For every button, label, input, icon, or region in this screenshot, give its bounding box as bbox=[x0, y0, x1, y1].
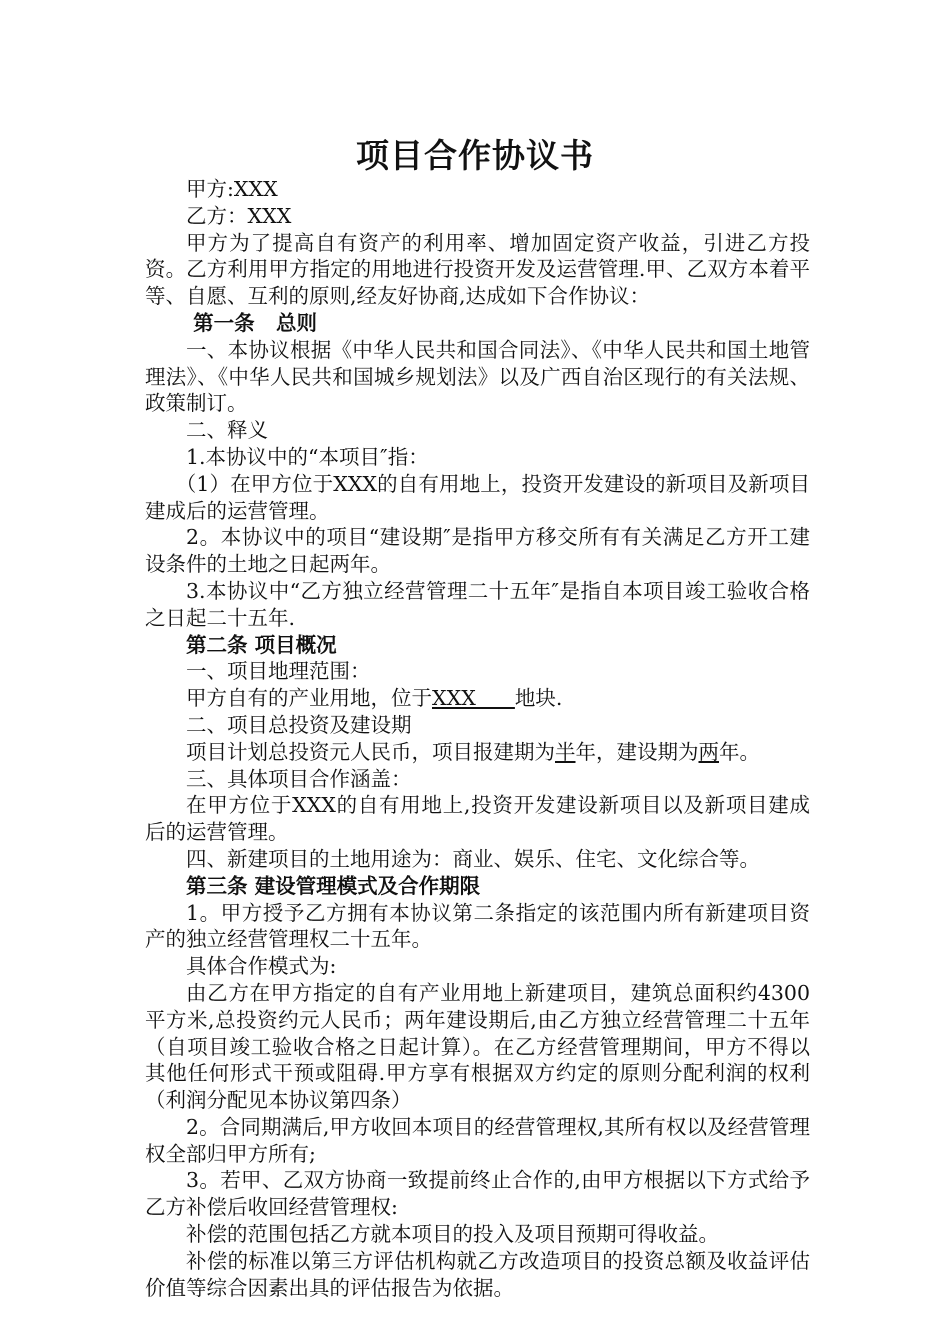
article-2-para-2-prefix: 甲方自有的产业用地，位于 bbox=[186, 686, 432, 711]
article-1-para-1: 一、本协议根据《中华人民共和国合同法》、《中华人民共和国土地管理法》、《中华人民共和国城乡规划法》以及广西自治区现行的有关法规、政策制订。 bbox=[145, 337, 810, 416]
article-1-para-3: 1.本协议中的“本项目″指： bbox=[186, 444, 429, 469]
article-3-para-1: 1。甲方授予乙方拥有本协议第二条指定的该范围内所有新建项目资产的独立经营管理权二十五年。 bbox=[145, 900, 810, 952]
article-1-para-4: （1）在甲方位于XXX的自有用地上，投资开发建设的新项目及新项目建成后的运营管理。 bbox=[145, 471, 810, 523]
article-2-para-2-suffix: 地块. bbox=[514, 686, 563, 711]
article-2-para-4-a: 项目计划总投资元人民币，项目报建期为 bbox=[186, 739, 555, 764]
article-3-heading: 第三条 建设管理模式及合作期限 bbox=[186, 873, 481, 898]
article-3-para-7: 补偿的标准以第三方评估机构就乙方改造项目的投资总额及收益评估价值等综合因素出具的评估报告为依据。 bbox=[145, 1248, 810, 1300]
article-2-heading: 第二条 项目概况 bbox=[186, 632, 337, 657]
approval-period-value: 半 bbox=[555, 739, 576, 764]
construction-period-value: 两 bbox=[698, 739, 719, 764]
article-2-para-7: 四、新建项目的土地用途为：商业、娱乐、住宅、文化综合等。 bbox=[186, 846, 760, 871]
article-2-para-6: 在甲方位于XXX的自有用地上,投资开发建设新项目以及新项目建成后的运营管理。 bbox=[145, 793, 810, 845]
article-1-heading: 第一条 总则 bbox=[186, 310, 318, 335]
party-a-line: 甲方:XXX bbox=[186, 177, 278, 201]
article-3-para-5: 3。若甲、乙双方协商一致提前终止合作的,由甲方根据以下方式给予乙方补偿后收回经营管理权: bbox=[145, 1168, 810, 1220]
article-3-para-6: 补偿的范围包括乙方就本项目的投入及项目预期可得收益。 bbox=[186, 1222, 719, 1247]
article-2-para-2 bbox=[145, 685, 810, 712]
article-2-para-5: 三、具体项目合作涵盖： bbox=[186, 766, 412, 791]
article-1-para-5: 2。本协议中的项目“建设期″是指甲方移交所有有关满足乙方开工建设条件的土地之日起两年。 bbox=[145, 525, 810, 577]
land-plot-blank: XXX bbox=[432, 686, 515, 711]
article-2-para-3: 二、项目总投资及建设期 bbox=[186, 712, 412, 737]
party-b-line: 乙方：XXX bbox=[186, 203, 292, 228]
article-3-para-2: 具体合作模式为: bbox=[186, 954, 337, 979]
intro-paragraph: 甲方为了提高自有资产的利用率、增加固定资产收益，引进乙方投资。乙方利用甲方指定的用地进行投资开发及运营管理.甲、乙双方本着平等、自愿、互利的原则,经友好协商,达成如下合作协议： bbox=[145, 230, 810, 309]
document-body bbox=[145, 176, 810, 1301]
article-2-para-4 bbox=[145, 739, 810, 766]
article-3-para-4: 2。合同期满后,甲方收回本项目的经营管理权,其所有权以及经营管理权全部归甲方所有; bbox=[145, 1114, 810, 1166]
article-1-para-2: 二、释义 bbox=[186, 418, 268, 443]
article-2-para-1: 一、项目地理范围： bbox=[186, 659, 371, 684]
article-2-para-4-c: 年。 bbox=[719, 739, 760, 764]
article-3-para-3: 由乙方在甲方指定的自有产业用地上新建项目，建筑总面积约4300平方米,总投资约元人民币；两年建设期后,由乙方独立经营管理二十五年（自项目竣工验收合格之日起计算）。在乙方经营管理期间，甲方不得以其他任何形式干预或阻碍.甲方享有根据双方约定的原则分配利润的权利（利润分配见本协议第四条） bbox=[145, 980, 810, 1113]
document-title: 项目合作协议书 bbox=[356, 136, 594, 175]
article-2-para-4-b: 年，建设期为 bbox=[575, 739, 699, 764]
article-1-para-6: 3.本协议中“乙方独立经营管理二十五年″是指自本项目竣工验收合格之日起二十五年. bbox=[145, 578, 810, 630]
